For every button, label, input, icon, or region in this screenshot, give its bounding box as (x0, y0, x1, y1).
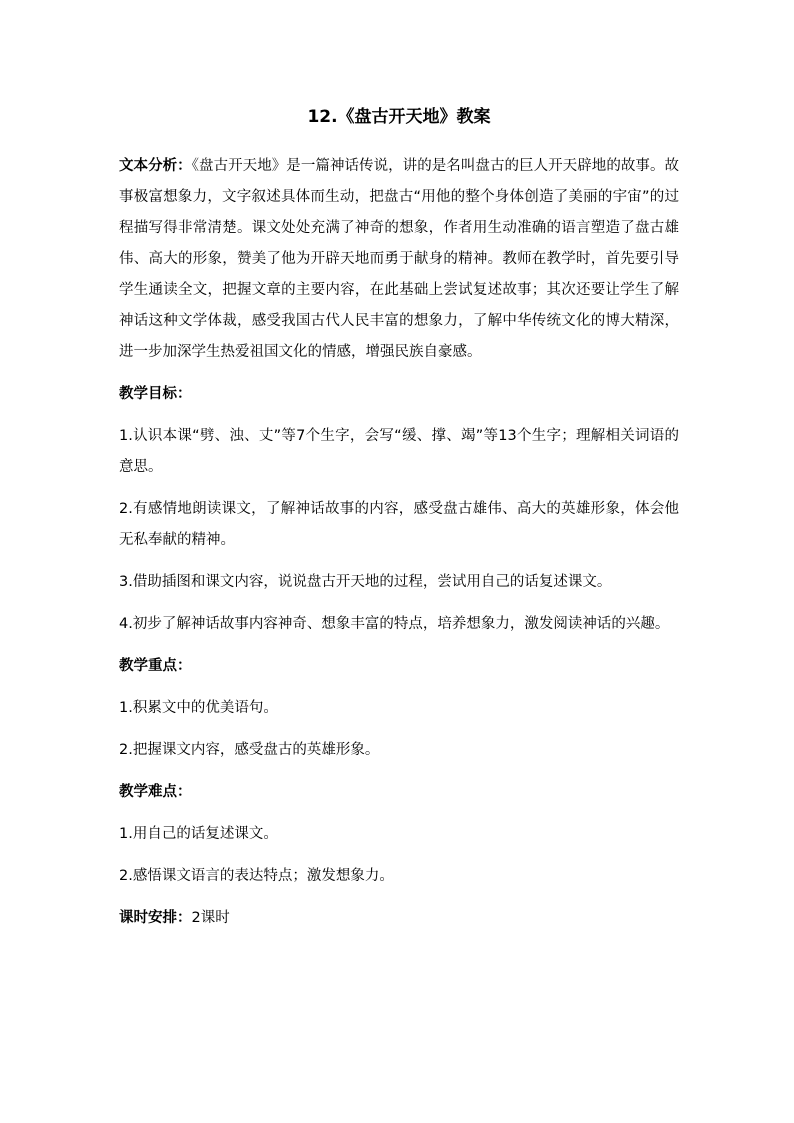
key-points-heading: 教学重点： (119, 658, 192, 674)
document-body (119, 103, 679, 945)
teaching-goal-item: 3.借助插图和课文内容，说说盘古开天地的过程，尝试用自己的话复述课文。 (119, 574, 612, 590)
text-analysis-label: 文本分析： (119, 158, 192, 174)
difficulties-heading: 教学难点： (119, 784, 192, 800)
teaching-goal-item: 2.有感情地朗读课文，了解神话故事的内容，感受盘古雄伟、高大的英雄形象，体会他无私奉献的精神。 (119, 501, 679, 548)
teaching-goals-heading: 教学目标： (119, 386, 192, 402)
difficulty-item: 2.感悟课文语言的表达特点；激发想象力。 (119, 868, 394, 884)
schedule-line (119, 903, 679, 934)
text-analysis-text: 《盘古开天地》是一篇神话传说，讲的是名叫盘古的巨人开天辟地的故事。故事极富想象力，文字叙述具体而生动，把盘古“用他的整个身体创造了美丽的宇宙”的过程描写得非常清楚。课文处处充满了神奇的想象，作者用生动准确的语言塑造了盘古雄伟、高大的形象，赞美了他为开辟天地而勇于献身的精神。教师在教学时，首先要引导学生通读全文，把握文章的主要内容，在此基础上尝试复述故事；其次还要让学生了解神话这种文学体裁，感受我国古代人民丰富的想象力，了解中华传统文化的博大精深，进一步加深学生热爱祖国文化的情感，增强民族自豪感。 (119, 158, 680, 360)
document-title: 12.《盘古开天地》教案 (307, 107, 491, 127)
schedule-value: 2课时 (191, 910, 230, 926)
teaching-goal-item: 4.初步了解神话故事内容神奇、想象丰富的特点，培养想象力，激发阅读神话的兴趣。 (119, 616, 670, 632)
difficulty-item: 1.用自己的话复述课文。 (119, 826, 278, 842)
text-analysis-paragraph (119, 151, 679, 368)
key-point-item: 2.把握课文内容，感受盘古的英雄形象。 (119, 742, 380, 758)
teaching-goal-item: 1.认识本课“劈、浊、丈”等7个生字，会写“缓、撑、竭”等13个生字；理解相关词语的意思。 (119, 428, 679, 475)
schedule-label: 课时安排： (119, 910, 192, 926)
key-point-item: 1.积累文中的优美语句。 (119, 700, 278, 716)
